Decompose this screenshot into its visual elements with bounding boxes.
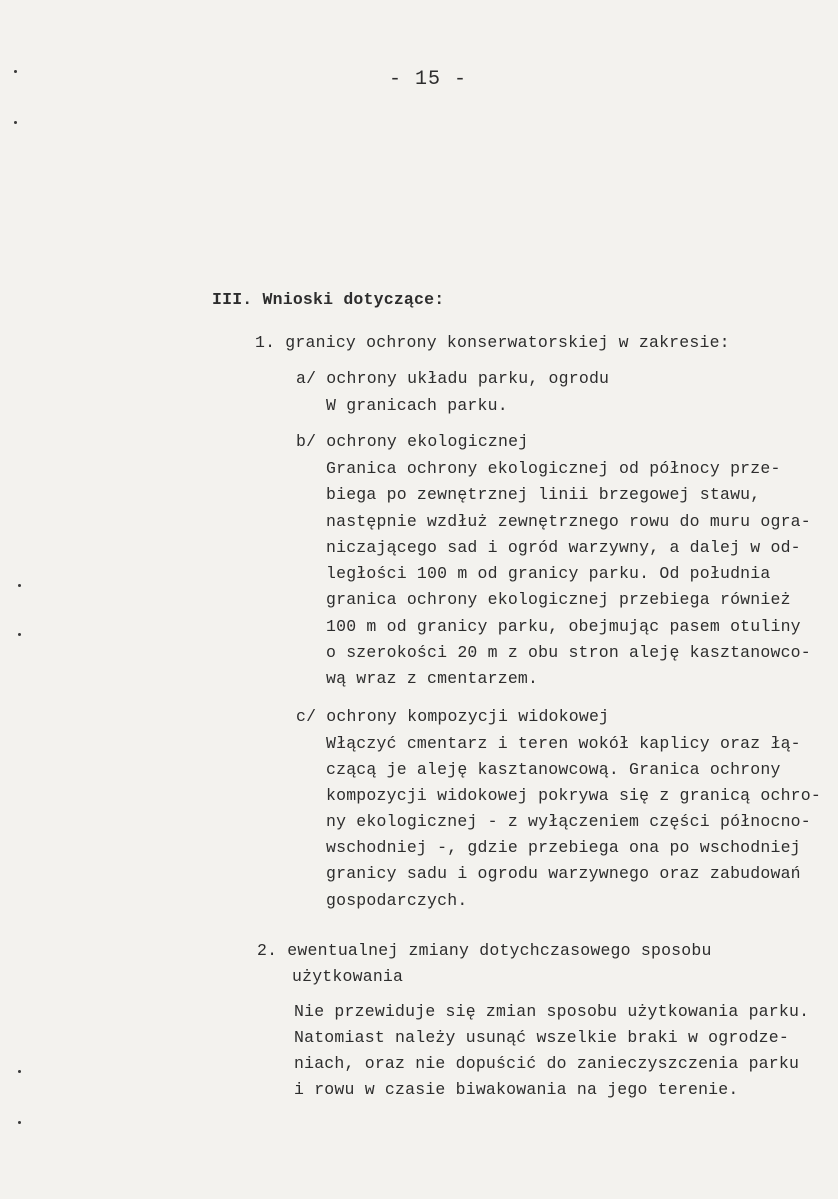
sub-b-line: niczającego sad i ogród warzywny, a dalej w od-	[326, 538, 801, 557]
item1-title: 1. granicy ochrony konserwatorskiej w zakresie:	[255, 333, 730, 352]
item2-title: 2. ewentualnej zmiany dotychczasowego sposobu	[257, 941, 712, 960]
sub-a-title: a/ ochrony układu parku, ogrodu	[296, 369, 610, 388]
sub-b-line: Granica ochrony ekologicznej od północy prze-	[326, 459, 781, 478]
sub-b-line: biega po zewnętrznej linii brzegowej stawu,	[326, 485, 761, 504]
margin-mark	[18, 1070, 21, 1073]
section-heading: III. Wnioski dotyczące:	[212, 290, 445, 309]
margin-mark	[14, 121, 17, 124]
margin-mark	[18, 633, 21, 636]
margin-mark	[18, 584, 21, 587]
sub-c-line: granicy sadu i ogrodu warzywnego oraz zabudowań	[326, 864, 801, 883]
item2-line: i rowu w czasie biwakowania na jego terenie.	[294, 1080, 739, 1099]
sub-c-line: gospodarczych.	[326, 891, 468, 910]
sub-c-line: ny ekologicznej - z wyłączeniem części północno-	[326, 812, 811, 831]
page-number: - 15 -	[389, 68, 468, 91]
sub-c-line: kompozycji widokowej pokrywa się z granicą ochro-	[326, 786, 821, 805]
sub-b-title: b/ ochrony ekologicznej	[296, 432, 529, 451]
item2-line: niach, oraz nie dopuścić do zanieczyszczenia parku	[294, 1054, 800, 1073]
sub-b-line: ległości 100 m od granicy parku. Od południa	[326, 564, 771, 583]
sub-c-line: czącą je aleję kasztanowcową. Granica ochrony	[326, 760, 781, 779]
sub-c-line: Włączyć cmentarz i teren wokół kaplicy oraz łą-	[326, 734, 801, 753]
sub-b-line: 100 m od granicy parku, obejmując pasem otuliny	[326, 617, 801, 636]
sub-c-title: c/ ochrony kompozycji widokowej	[296, 707, 610, 726]
item2-title: użytkowania	[292, 967, 404, 986]
sub-b-line: wą wraz z cmentarzem.	[326, 669, 539, 688]
sub-b-line: granica ochrony ekologicznej przebiega również	[326, 590, 791, 609]
item2-line: Natomiast należy usunąć wszelkie braki w ogrodze-	[294, 1028, 789, 1047]
sub-c-line: wschodniej -, gdzie przebiega ona po wschodniej	[326, 838, 801, 857]
sub-b-line: następnie wzdłuż zewnętrznego rowu do muru ogra-	[326, 512, 811, 531]
margin-mark	[18, 1121, 21, 1124]
margin-mark	[14, 70, 17, 73]
sub-b-line: o szerokości 20 m z obu stron aleję kasztanowco-	[326, 643, 811, 662]
item2-line: Nie przewiduje się zmian sposobu użytkowania parku.	[294, 1002, 810, 1021]
sub-a-line: W granicach parku.	[326, 396, 508, 415]
